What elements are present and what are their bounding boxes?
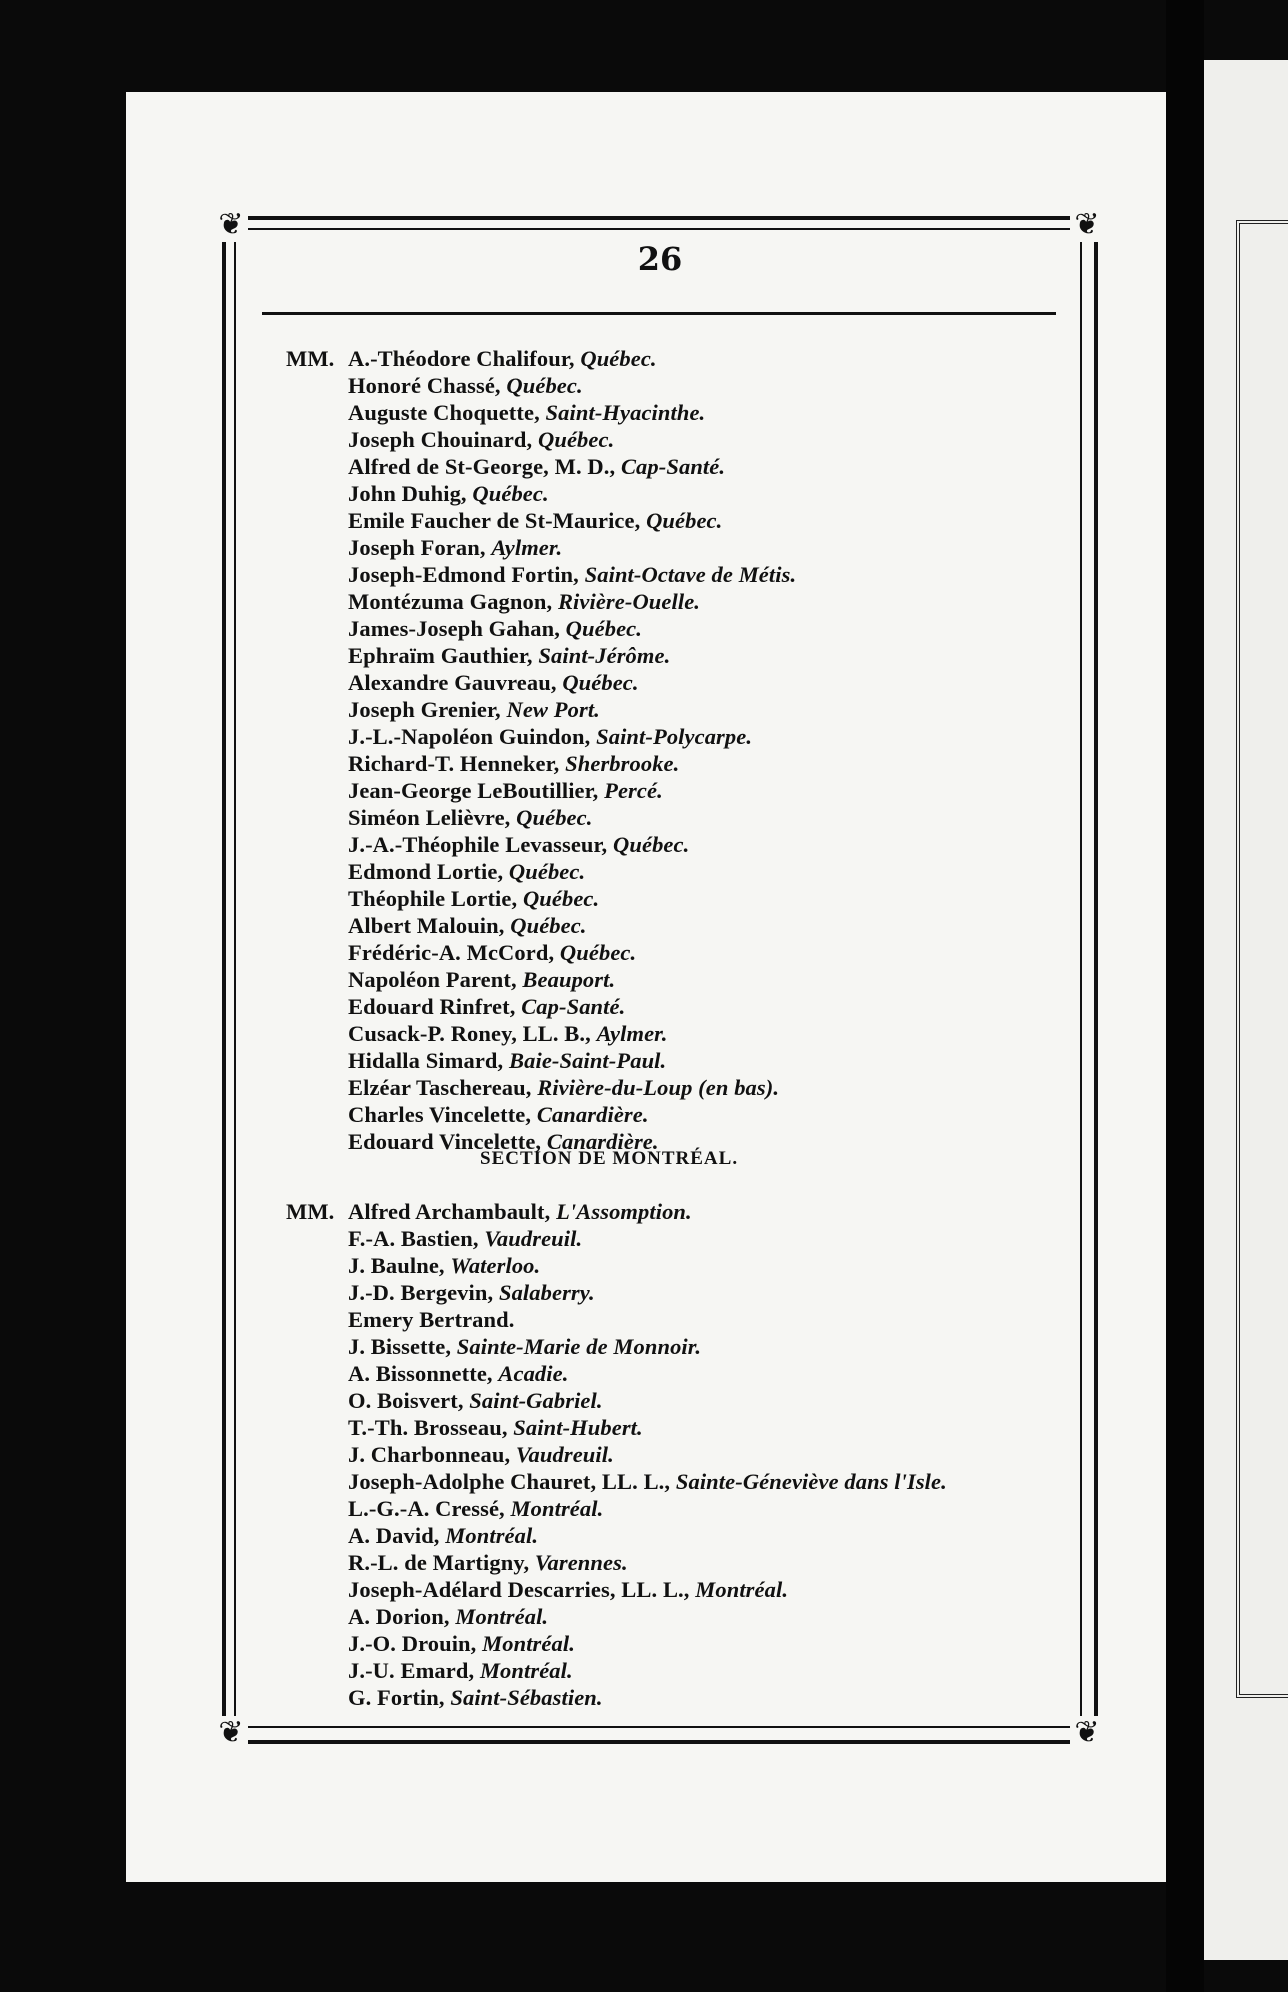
- member-place: Vaudreuil.: [484, 1226, 583, 1251]
- member-entry: [290, 372, 1050, 399]
- member-entry: [290, 1414, 1050, 1441]
- member-name: Jean-George LeBoutillier,: [348, 778, 599, 803]
- member-place: Québec.: [565, 616, 642, 641]
- member-name: Joseph Chouinard,: [348, 427, 533, 452]
- member-place: Saint-Polycarpe.: [596, 724, 753, 749]
- member-name: J. Charbonneau,: [348, 1442, 511, 1467]
- member-name: Emile Faucher de St-Maurice,: [348, 508, 641, 533]
- member-place: Beauport.: [522, 967, 616, 992]
- member-name: Alfred Archambault,: [348, 1199, 551, 1224]
- member-place: Saint-Jérôme.: [538, 643, 671, 668]
- member-place: Québec.: [508, 859, 586, 884]
- member-entry: [290, 1468, 1050, 1495]
- member-place: Aylmer.: [596, 1021, 668, 1046]
- member-place: Québec.: [646, 508, 723, 533]
- member-entry: [290, 696, 1050, 723]
- member-place: Aylmer.: [491, 535, 563, 560]
- member-entry: [290, 1603, 1050, 1630]
- member-name: A. Dorion,: [348, 1604, 450, 1629]
- member-list-montreal: [286, 1198, 1050, 1711]
- member-name: A.-Théodore Chalifour,: [348, 346, 575, 371]
- member-entry: [290, 750, 1050, 777]
- member-name: J.-O. Drouin,: [348, 1631, 477, 1656]
- member-name: Siméon Lelièvre,: [348, 805, 511, 830]
- page-number: 26: [637, 240, 683, 278]
- member-entry: [290, 1306, 1050, 1333]
- member-entry: [290, 1333, 1050, 1360]
- member-place: Saint-Hyacinthe.: [545, 400, 706, 425]
- member-place: Québec.: [506, 373, 583, 398]
- member-entry: [290, 1225, 1050, 1252]
- member-place: Saint-Octave de Métis.: [584, 562, 797, 587]
- member-name: Edmond Lortie,: [348, 859, 504, 884]
- member-entry: [290, 1549, 1050, 1576]
- member-entry: [290, 453, 1050, 480]
- member-name: Emery Bertrand.: [348, 1307, 515, 1332]
- member-entry: [290, 1522, 1050, 1549]
- member-place: Québec.: [613, 832, 690, 857]
- member-name: T.-Th. Brosseau,: [348, 1415, 508, 1440]
- honorific-prefix: MM.: [286, 1199, 335, 1224]
- honorific-prefix: MM.: [286, 346, 335, 371]
- corner-ornament-icon: ❦: [214, 208, 248, 242]
- member-place: Montréal.: [445, 1523, 539, 1548]
- member-place: Saint-Sébastien.: [450, 1685, 603, 1710]
- member-name: Honoré Chassé,: [348, 373, 501, 398]
- member-entry: [290, 480, 1050, 507]
- member-name: Joseph Foran,: [348, 535, 486, 560]
- member-name: Albert Malouin,: [348, 913, 505, 938]
- member-name: Montézuma Gagnon,: [348, 589, 553, 614]
- member-name: Théophile Lortie,: [348, 886, 518, 911]
- corner-ornament-icon: ❦: [1070, 208, 1104, 242]
- member-place: Sherbrooke.: [565, 751, 680, 776]
- member-name: John Duhig,: [348, 481, 467, 506]
- member-entry: [290, 426, 1050, 453]
- member-place: Québec.: [516, 805, 593, 830]
- member-name: Charles Vincelette,: [348, 1102, 532, 1127]
- member-entry: [290, 885, 1050, 912]
- member-place: Cap-Santé.: [620, 454, 726, 479]
- member-entry: [290, 831, 1050, 858]
- member-place: Vaudreuil.: [515, 1442, 614, 1467]
- member-name: R.-L. de Martigny,: [348, 1550, 530, 1575]
- member-entry: [290, 669, 1050, 696]
- member-entry: [290, 1495, 1050, 1522]
- member-entry: [290, 858, 1050, 885]
- member-entry: [290, 1657, 1050, 1684]
- member-entry: [290, 966, 1050, 993]
- member-entry: [290, 1252, 1050, 1279]
- member-place: Québec.: [562, 670, 639, 695]
- member-name: Alfred de St-George, M. D.,: [348, 454, 616, 479]
- member-entry: [290, 1074, 1050, 1101]
- member-place: Percé.: [604, 778, 663, 803]
- member-place: Montréal.: [695, 1577, 789, 1602]
- member-name: Joseph Grenier,: [348, 697, 501, 722]
- member-place: Québec.: [538, 427, 615, 452]
- member-name: Edouard Vincelette,: [348, 1129, 542, 1154]
- member-name: J. Bissette,: [348, 1334, 452, 1359]
- member-name: O. Boisvert,: [348, 1388, 464, 1413]
- member-entry: [290, 1441, 1050, 1468]
- member-entry: [290, 561, 1050, 588]
- member-entry: [286, 345, 1050, 372]
- member-place: Baie-Saint-Paul.: [509, 1048, 667, 1073]
- header-rule: [262, 312, 1056, 315]
- member-place: Québec.: [559, 940, 637, 965]
- member-entry: [290, 1630, 1050, 1657]
- member-name: Hidalla Simard,: [348, 1048, 504, 1073]
- member-name: J.-D. Bergevin,: [348, 1280, 494, 1305]
- member-entry: [290, 1020, 1050, 1047]
- member-name: Edouard Rinfret,: [348, 994, 516, 1019]
- member-name: F.-A. Bastien,: [348, 1226, 479, 1251]
- member-entry: [290, 912, 1050, 939]
- member-entry: [290, 1279, 1050, 1306]
- member-place: Québec.: [472, 481, 549, 506]
- member-place: Montréal.: [455, 1604, 549, 1629]
- member-name: J.-U. Emard,: [348, 1658, 475, 1683]
- member-name: Joseph-Edmond Fortin,: [348, 562, 579, 587]
- member-name: Joseph-Adélard Descarries, LL. L.,: [348, 1577, 690, 1602]
- member-place: Rivière-du-Loup (en bas).: [537, 1075, 780, 1100]
- member-place: Acadie.: [498, 1361, 569, 1386]
- member-place: Salaberry.: [498, 1280, 595, 1305]
- member-name: J. Baulne,: [348, 1253, 445, 1278]
- member-entry: [290, 939, 1050, 966]
- member-entry: [286, 1198, 1050, 1225]
- member-entry: [290, 777, 1050, 804]
- member-place: Waterloo.: [450, 1253, 541, 1278]
- facing-page-frame: [1236, 220, 1288, 1698]
- member-place: Saint-Gabriel.: [469, 1388, 603, 1413]
- member-place: Sainte-Marie de Monnoir.: [456, 1334, 702, 1359]
- member-place: Cap-Santé.: [521, 994, 626, 1019]
- member-entry: [290, 1047, 1050, 1074]
- member-place: Sainte-Géneviève dans l'Isle.: [675, 1469, 947, 1494]
- member-name: J.-A.-Théophile Levasseur,: [348, 832, 608, 857]
- member-entry: [290, 1387, 1050, 1414]
- corner-ornament-icon: ❦: [1070, 1716, 1104, 1750]
- member-name: J.-L.-Napoléon Guindon,: [348, 724, 591, 749]
- member-entry: [290, 534, 1050, 561]
- member-place: Montréal.: [510, 1496, 604, 1521]
- member-name: Napoléon Parent,: [348, 967, 517, 992]
- book-gutter: [1166, 0, 1204, 1992]
- member-list-quebec: [286, 345, 1050, 1155]
- member-name: A. Bissonnette,: [348, 1361, 493, 1386]
- member-place: Rivière-Ouelle.: [557, 589, 701, 614]
- member-place: Québec.: [522, 886, 600, 911]
- member-entry: [290, 1360, 1050, 1387]
- member-entry: [290, 615, 1050, 642]
- member-name: Auguste Choquette,: [348, 400, 540, 425]
- corner-ornament-icon: ❦: [214, 1716, 248, 1750]
- member-entry: [290, 723, 1050, 750]
- member-entry: [290, 507, 1050, 534]
- member-place: New Port.: [506, 697, 600, 722]
- member-place: Montréal.: [479, 1658, 573, 1683]
- member-place: Canardière.: [536, 1102, 649, 1127]
- member-entry: [290, 399, 1050, 426]
- member-entry: [290, 588, 1050, 615]
- member-name: Cusack-P. Roney, LL. B.,: [348, 1021, 591, 1046]
- member-place: Montréal.: [482, 1631, 575, 1656]
- member-entry: [290, 804, 1050, 831]
- member-name: Joseph-Adolphe Chauret, LL. L.,: [348, 1469, 671, 1494]
- member-name: Richard-T. Henneker,: [348, 751, 560, 776]
- member-place: Canardière.: [546, 1129, 659, 1154]
- member-place: Varennes.: [534, 1550, 628, 1575]
- member-name: L.-G.-A. Cressé,: [348, 1496, 505, 1521]
- member-entry: [290, 642, 1050, 669]
- member-name: Elzéar Taschereau,: [348, 1075, 532, 1100]
- member-name: James-Joseph Gahan,: [348, 616, 560, 641]
- member-entry: [290, 1576, 1050, 1603]
- member-place: Québec.: [580, 346, 657, 371]
- member-name: Frédéric-A. McCord,: [348, 940, 555, 965]
- member-entry: [290, 993, 1050, 1020]
- member-place: Québec.: [510, 913, 587, 938]
- member-name: Ephraïm Gauthier,: [348, 643, 533, 668]
- member-entry: [290, 1684, 1050, 1711]
- member-place: L'Assomption.: [556, 1199, 692, 1224]
- member-name: G. Fortin,: [348, 1685, 445, 1710]
- member-name: A. David,: [348, 1523, 440, 1548]
- member-entry: [290, 1101, 1050, 1128]
- member-place: Saint-Hubert.: [513, 1415, 643, 1440]
- member-name: Alexandre Gauvreau,: [348, 670, 557, 695]
- section-heading: SECTION DE MONTRÉAL.: [480, 1148, 739, 1169]
